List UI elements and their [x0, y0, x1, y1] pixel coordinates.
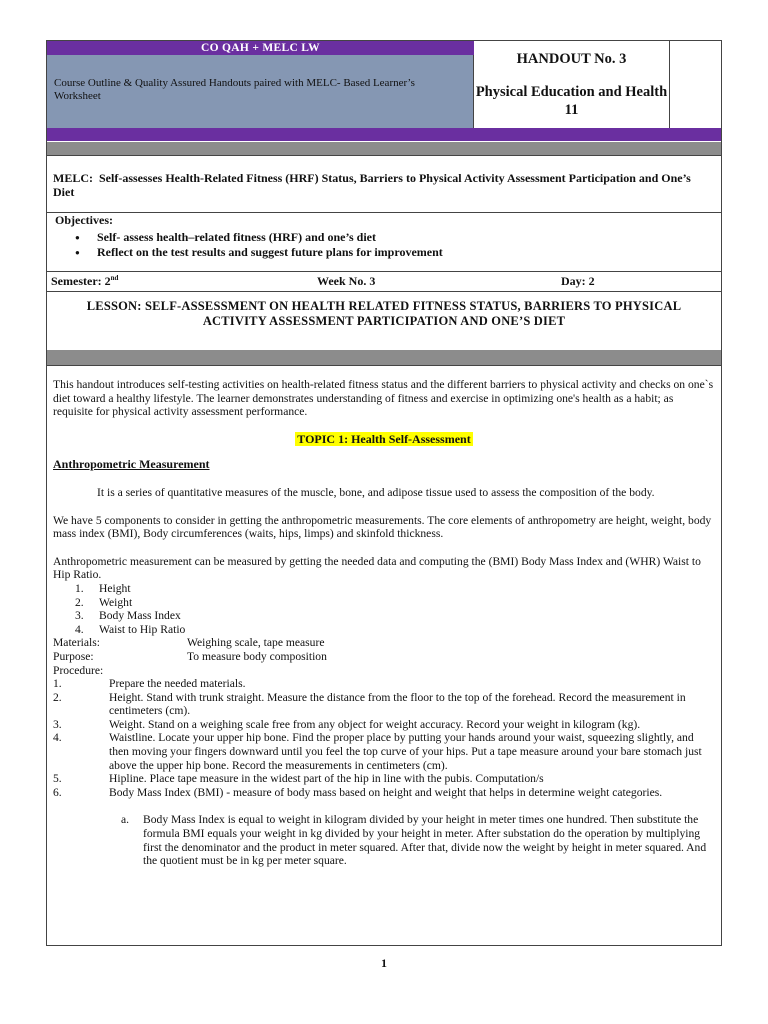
divider-line — [47, 291, 721, 292]
objectives-section — [55, 213, 695, 260]
objective-item: ● Self- assess health–related fitness (HRF) and one’s diet — [55, 230, 695, 245]
list-item: 3. Body Mass Index — [75, 609, 181, 623]
melc-statement — [53, 171, 693, 199]
semester-label: Semester: 2nd — [51, 274, 119, 288]
week-label: Week No. 3 — [317, 274, 376, 288]
divider-line — [47, 271, 721, 272]
gray-divider-bar — [47, 142, 721, 155]
list-item: 4. Waist to Hip Ratio — [75, 622, 186, 636]
procedure-step: 1. Prepare the needed materials. — [53, 677, 246, 691]
list-item: 1. Height — [75, 581, 131, 595]
measures-list — [53, 582, 715, 636]
materials-row: Materials: Weighing scale, tape measure — [53, 636, 325, 650]
intro-paragraph: This handout introduces self-testing activities on health-related fitness status and the different barriers to physical activity and checks on one`s diet toward a healthy lifestyle. The learner demonstrates understanding of fitness and exercise in optimizing one's health as a habit; as requisite for physical activity assessment performance. — [53, 378, 714, 419]
objective-item: ● Reflect on the test results and suggest future plans for improvement — [55, 245, 695, 260]
subject-title: Physical Education and Health 11 — [475, 84, 668, 118]
gray-divider-bar — [47, 350, 721, 365]
objectives-list — [55, 230, 695, 260]
header-right-panel — [474, 41, 670, 128]
computation-paragraph: Anthropometric measurement can be measured by getting the needed data and computing the (BMI) Body Mass Index and (WHR) Waist to Hip Ratio. — [53, 554, 701, 582]
procedure-label: Procedure: — [53, 663, 104, 677]
procedure-step: 3. Weight. Stand on a weighing scale free from any object for weight accuracy. Record your weight in kilogram (kg). — [53, 717, 641, 731]
lesson-title: LESSON: SELF-ASSESSMENT ON HEALTH RELATED FITNESS STATUS, BARRIERS TO PHYSICAL ACTIVITY ASSESSMENT PARTICIPATION AND ONE’S DIET — [86, 299, 682, 328]
objectives-title: Objectives: — [55, 213, 113, 227]
procedure-step: 4. Waistline. Locate your upper hip bone. Find the proper place by putting your hands around your waist, squeezing slightly, and then moving your fingers downward until you feel the top curve of your hips. Put a tape measure around your bare stomach just above the upper hip bone. Record the measurements in centimeters (cm). — [53, 731, 702, 772]
page-number: 1 — [381, 956, 387, 970]
procedure-step: 5. Hipline. Place tape measure in the widest part of the hip in line with the pubis. Computation/s — [53, 772, 544, 786]
procedure-step: 2. Height. Stand with trunk straight. Measure the distance from the floor to the top of the forehead. Record the measurement in centimeters (cm). — [53, 690, 686, 718]
melc-label: MELC: — [53, 171, 93, 185]
bmi-substep: a. Body Mass Index is equal to weight in kilogram divided by your height in meter times one hundred. Then substitute the formula BMI equals your weight in kg divided by your height in meter. After substation do the operation by multiplying first the denominator and the product in meter squared. After that, divide now the weight by height in meter squared. And the quotient must be in kg per meter square. — [121, 813, 707, 868]
procedure-step: 6. Body Mass Index (BMI) - measure of body mass based on height and weight that helps in determine weight categories. — [53, 785, 663, 799]
components-paragraph: We have 5 components to consider in getting the anthropometric measurements. The core elements of anthropometry are height, weight, body mass index (BMI), Body circumferences (waits, hips, limps) and skinfold thickness. — [53, 513, 712, 541]
purpose-row: Purpose: To measure body composition — [53, 649, 327, 663]
topic-heading — [53, 433, 715, 447]
melc-text: Self-assesses Health-Related Fitness (HRF) Status, Barriers to Physical Activity Assessment Participation and One’s Diet — [53, 171, 691, 199]
definition-paragraph: It is a series of quantitative measures of the muscle, bone, and adipose tissue used to assess the composition of the body. — [97, 485, 655, 499]
day-label: Day: 2 — [561, 274, 595, 288]
topic-highlight: TOPIC 1: Health Self-Assessment — [297, 431, 471, 446]
handout-body — [53, 378, 715, 868]
list-item: 2. Weight — [75, 595, 133, 609]
section-title: Anthropometric Measurement — [53, 457, 210, 472]
header-subtitle: Course Outline & Quality Assured Handouts paired with MELC- Based Learner’s Worksheet — [54, 77, 415, 102]
purple-divider-bar — [47, 128, 721, 141]
header-left-panel — [47, 41, 474, 128]
divider-line — [47, 365, 721, 366]
handout-frame — [46, 40, 722, 946]
header-banner: CO QAH + MELC LW — [47, 41, 474, 55]
handout-number: HANDOUT No. 3 — [516, 51, 627, 67]
divider-line — [47, 155, 721, 156]
